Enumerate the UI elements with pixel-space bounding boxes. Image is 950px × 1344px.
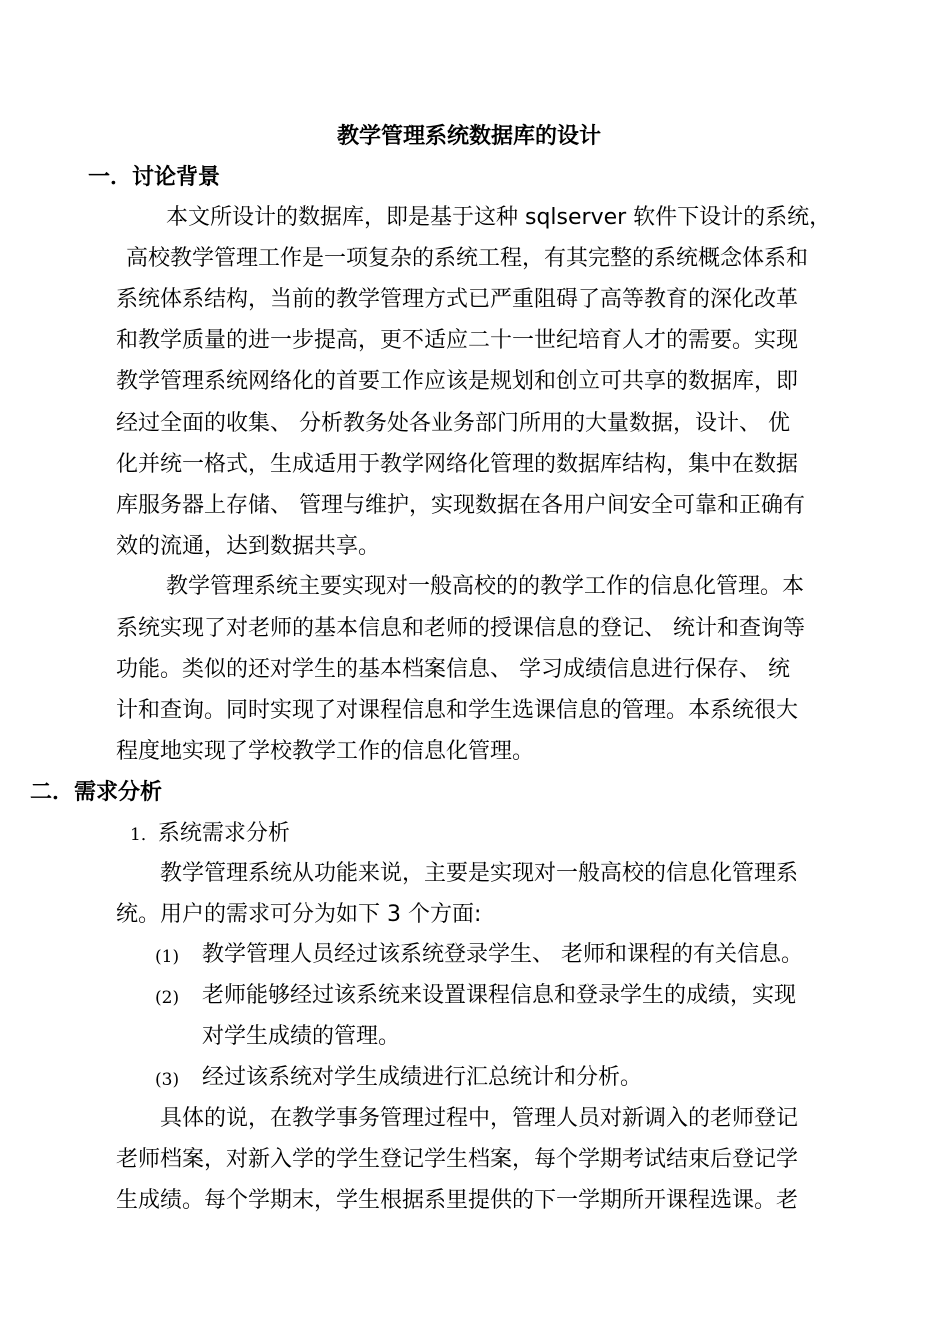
paragraph-line: 本文所设计的数据库，即是基于这种 sqlserver 软件下设计的系统，: [166, 205, 832, 230]
paragraph-line: 系统体系结构，当前的教学管理方式已严重阻碍了高等教育的深化改革: [116, 287, 799, 312]
paragraph-line: 具体的说，在教学事务管理过程中，管理人员对新调入的老师登记: [160, 1106, 799, 1131]
paragraph-line: 统。用户的需求可分为如下 3 个方面:: [116, 902, 482, 927]
paragraph-line: 和教学质量的进一步提高，更不适应二十一世纪培育人才的需要。实现: [116, 328, 799, 353]
list-item-number: (3): [155, 1070, 180, 1090]
paragraph-line: 效的流通，达到数据共享。: [116, 534, 381, 559]
subsection-heading: [130, 820, 290, 849]
list-item-number: (1): [155, 947, 180, 967]
section-heading-requirements: 二．需求分析: [30, 780, 163, 805]
list-item-text: 教学管理人员经过该系统登录学生、 老师和课程的有关信息。: [202, 942, 803, 967]
list-item-text: 老师能够经过该系统来设置课程信息和登录学生的成绩，实现: [202, 983, 797, 1008]
section-heading-background: 一．讨论背景: [88, 165, 221, 190]
paragraph-line: 教学管理系统主要实现对一般高校的的教学工作的信息化管理。本: [166, 574, 805, 599]
paragraph-line: 高校教学管理工作是一项复杂的系统工程，有其完整的系统概念体系和: [126, 246, 809, 271]
subsection-title: 系统需求分析: [157, 821, 290, 846]
paragraph-line: 系统实现了对老师的基本信息和老师的授课信息的登记、 统计和查询等: [116, 616, 805, 641]
paragraph-line: 生成绩。每个学期末，学生根据系里提供的下一学期所开课程选课。老: [116, 1188, 799, 1213]
list-item-text: 对学生成绩的管理。: [202, 1024, 401, 1049]
paragraph-line: 教学管理系统网络化的首要工作应该是规划和创立可共享的数据库，即: [116, 369, 799, 394]
paragraph-line: 教学管理系统从功能来说，主要是实现对一般高校的信息化管理系: [160, 861, 799, 886]
paragraph-line: 库服务器上存储、 管理与维护，实现数据在各用户间安全可靠和正确有: [116, 493, 805, 518]
paragraph-line: 老师档案，对新入学的学生登记学生档案，每个学期考试结束后登记学: [116, 1147, 799, 1172]
paragraph-line: 程度地实现了学校教学工作的信息化管理。: [116, 739, 535, 764]
subsection-number: 1．: [130, 825, 158, 845]
paragraph-line: 化并统一格式，生成适用于教学网络化管理的数据库结构，集中在数据: [116, 452, 799, 477]
list-item-number: (2): [155, 988, 180, 1008]
paragraph-line: 经过全面的收集、 分析教务处各业务部门所用的大量数据，设计、 优: [116, 411, 790, 436]
list-item-text: 经过该系统对学生成绩进行汇总统计和分析。: [202, 1065, 643, 1090]
document-title: 教学管理系统数据库的设计: [337, 124, 602, 149]
paragraph-line: 功能。类似的还对学生的基本档案信息、 学习成绩信息进行保存、 统: [116, 657, 790, 682]
paragraph-line: 计和查询。同时实现了对课程信息和学生选课信息的管理。本系统很大: [116, 698, 799, 723]
